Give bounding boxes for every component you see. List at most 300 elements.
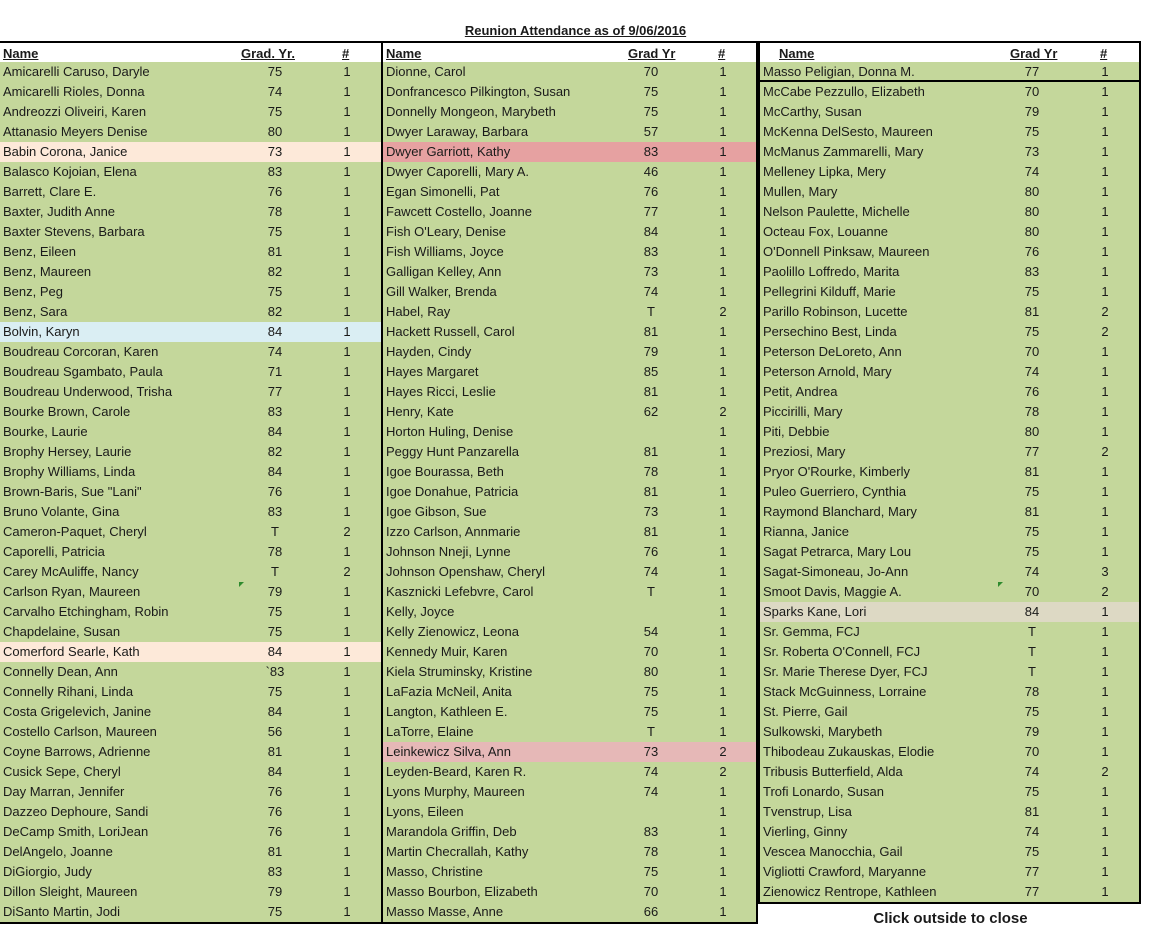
cell-name: Petit, Andrea bbox=[763, 384, 838, 399]
cell-count: 1 bbox=[1101, 824, 1109, 839]
cell-count: 1 bbox=[719, 224, 727, 239]
cell-count: 1 bbox=[1101, 864, 1109, 879]
cell-count: 1 bbox=[1101, 184, 1109, 199]
cell-name: Brown-Baris, Sue "Lani" bbox=[3, 484, 142, 499]
cell-name: Sr. Gemma, FCJ bbox=[763, 624, 860, 639]
cell-name: Sparks Kane, Lori bbox=[763, 604, 867, 619]
cell-count: 1 bbox=[1101, 144, 1109, 159]
cell-grad-year: 74 bbox=[1024, 164, 1040, 179]
cell-grad-year: 75 bbox=[267, 684, 283, 699]
cell-name: LaFazia McNeil, Anita bbox=[386, 684, 512, 699]
cell-grad-year: 57 bbox=[643, 124, 659, 139]
column-1 bbox=[0, 41, 381, 924]
cell-name: Masso Peligian, Donna M. bbox=[763, 64, 915, 79]
header-count: # bbox=[342, 46, 350, 61]
table-row bbox=[383, 302, 756, 322]
cell-count: 1 bbox=[719, 104, 727, 119]
cell-name: Donfrancesco Pilkington, Susan bbox=[386, 84, 571, 99]
table-row bbox=[383, 222, 756, 242]
cell-grad-year: 80 bbox=[1024, 224, 1040, 239]
cell-grad-year: 76 bbox=[643, 544, 659, 559]
cell-grad-year: 83 bbox=[267, 164, 283, 179]
cell-name: Zienowicz Rentrope, Kathleen bbox=[763, 884, 937, 899]
cell-grad-year: 75 bbox=[1024, 844, 1040, 859]
cell-grad-year: 75 bbox=[643, 864, 659, 879]
cell-grad-year: T bbox=[647, 724, 655, 739]
table-row bbox=[760, 862, 1139, 882]
header-count: # bbox=[718, 46, 726, 61]
cell-count: 1 bbox=[343, 584, 351, 599]
cell-grad-year: 80 bbox=[267, 124, 283, 139]
cell-name: Marandola Griffin, Deb bbox=[386, 824, 517, 839]
cell-count: 1 bbox=[719, 604, 727, 619]
cell-count: 1 bbox=[1101, 664, 1109, 679]
table-row bbox=[760, 802, 1139, 822]
cell-name: Carey McAuliffe, Nancy bbox=[3, 564, 139, 579]
cell-count: 1 bbox=[343, 704, 351, 719]
cell-name: Brophy Hersey, Laurie bbox=[3, 444, 132, 459]
cell-count: 1 bbox=[343, 64, 351, 79]
cell-count: 1 bbox=[719, 724, 727, 739]
table-row bbox=[0, 722, 381, 742]
cell-grad-year: 74 bbox=[1024, 564, 1040, 579]
cell-grad-year: 83 bbox=[643, 144, 659, 159]
table-row bbox=[0, 662, 381, 682]
table-row bbox=[383, 542, 756, 562]
table-row bbox=[383, 702, 756, 722]
header-grad-year: Grad. Yr. bbox=[241, 46, 295, 61]
cell-grad-year: 81 bbox=[1024, 804, 1040, 819]
cell-count: 1 bbox=[719, 664, 727, 679]
table-row bbox=[383, 182, 756, 202]
table-row bbox=[0, 82, 381, 102]
cell-name: Dwyer Garriott, Kathy bbox=[386, 144, 511, 159]
table-row bbox=[383, 522, 756, 542]
cell-grad-year: 74 bbox=[267, 344, 283, 359]
cell-name: Vescea Manocchia, Gail bbox=[763, 844, 903, 859]
cell-count: 1 bbox=[719, 204, 727, 219]
table-row bbox=[760, 82, 1139, 102]
table-row bbox=[0, 422, 381, 442]
table-row bbox=[760, 302, 1139, 322]
cell-count: 1 bbox=[343, 244, 351, 259]
cell-count: 1 bbox=[343, 124, 351, 139]
cell-count: 1 bbox=[1101, 484, 1109, 499]
cell-count: 1 bbox=[719, 884, 727, 899]
cell-name: Pryor O'Rourke, Kimberly bbox=[763, 464, 910, 479]
cell-name: Cameron-Paquet, Cheryl bbox=[3, 524, 147, 539]
table-row bbox=[0, 702, 381, 722]
cell-grad-year: 84 bbox=[1024, 604, 1040, 619]
cell-count: 1 bbox=[343, 184, 351, 199]
cell-count: 1 bbox=[1101, 364, 1109, 379]
cell-grad-year: 77 bbox=[1024, 444, 1040, 459]
table-row bbox=[760, 542, 1139, 562]
cell-grad-year: 75 bbox=[1024, 524, 1040, 539]
cell-name: Sagat Petrarca, Mary Lou bbox=[763, 544, 912, 559]
cell-count: 1 bbox=[343, 804, 351, 819]
table-row bbox=[760, 142, 1139, 162]
cell-name: Hayes Margaret bbox=[386, 364, 479, 379]
cell-name: Thibodeau Zukauskas, Elodie bbox=[763, 744, 935, 759]
table-row bbox=[760, 382, 1139, 402]
cell-name: Sr. Marie Therese Dyer, FCJ bbox=[763, 664, 928, 679]
cell-grad-year: 75 bbox=[1024, 704, 1040, 719]
cell-grad-year: 71 bbox=[267, 364, 283, 379]
cell-count: 1 bbox=[719, 464, 727, 479]
sheet-title: Reunion Attendance as of 9/06/2016 bbox=[464, 23, 687, 38]
cell-name: Langton, Kathleen E. bbox=[386, 704, 508, 719]
cell-name: Kelly, Joyce bbox=[386, 604, 455, 619]
cell-count: 2 bbox=[343, 564, 351, 579]
table-row bbox=[0, 362, 381, 382]
cell-count: 1 bbox=[343, 504, 351, 519]
table-row bbox=[760, 502, 1139, 522]
cell-name: Tribusis Butterfield, Alda bbox=[763, 764, 903, 779]
cell-name: Kennedy Muir, Karen bbox=[386, 644, 508, 659]
table-row bbox=[760, 462, 1139, 482]
cell-grad-year: 84 bbox=[267, 704, 283, 719]
table-row bbox=[383, 622, 756, 642]
cell-name: Caporelli, Patricia bbox=[3, 544, 105, 559]
table-row bbox=[760, 662, 1139, 682]
cell-grad-year: 79 bbox=[267, 584, 283, 599]
cell-name: McCabe Pezzullo, Elizabeth bbox=[763, 84, 925, 99]
cell-name: Costello Carlson, Maureen bbox=[3, 724, 157, 739]
cell-name: Parillo Robinson, Lucette bbox=[763, 304, 908, 319]
cell-count: 1 bbox=[1101, 844, 1109, 859]
cell-name: Martin Checrallah, Kathy bbox=[386, 844, 529, 859]
cell-count: 1 bbox=[719, 84, 727, 99]
cell-count: 1 bbox=[343, 104, 351, 119]
table-row bbox=[0, 62, 381, 82]
cell-count: 1 bbox=[1101, 84, 1109, 99]
cell-name: Boudreau Underwood, Trisha bbox=[3, 384, 173, 399]
cell-grad-year: 76 bbox=[1024, 384, 1040, 399]
cell-name: Bolvin, Karyn bbox=[3, 324, 80, 339]
cell-count: 1 bbox=[719, 864, 727, 879]
cell-name: Comerford Searle, Kath bbox=[3, 644, 140, 659]
cell-count: 1 bbox=[719, 384, 727, 399]
cell-name: Henry, Kate bbox=[386, 404, 454, 419]
cell-name: Coyne Barrows, Adrienne bbox=[3, 744, 151, 759]
cell-grad-year: 70 bbox=[1024, 84, 1040, 99]
cell-count: 1 bbox=[719, 484, 727, 499]
cell-grad-year: 81 bbox=[643, 444, 659, 459]
cell-grad-year: 81 bbox=[643, 324, 659, 339]
table-row bbox=[760, 482, 1139, 502]
table-row bbox=[383, 322, 756, 342]
table-row bbox=[383, 242, 756, 262]
cell-name: Bruno Volante, Gina bbox=[3, 504, 120, 519]
cell-count: 1 bbox=[343, 664, 351, 679]
table-row bbox=[760, 722, 1139, 742]
cell-name: Leinkewicz Silva, Ann bbox=[386, 744, 512, 759]
table-row bbox=[760, 342, 1139, 362]
table-row bbox=[0, 562, 381, 582]
header-count: # bbox=[1100, 46, 1108, 61]
cell-grad-year: 76 bbox=[267, 804, 283, 819]
cell-name: Gill Walker, Brenda bbox=[386, 284, 497, 299]
cell-name: Boudreau Corcoran, Karen bbox=[3, 344, 159, 359]
cell-name: LaTorre, Elaine bbox=[386, 724, 474, 739]
cell-grad-year: 73 bbox=[267, 144, 283, 159]
cell-grad-year: 84 bbox=[643, 224, 659, 239]
cell-name: Sr. Roberta O'Connell, FCJ bbox=[763, 644, 921, 659]
table-row bbox=[383, 762, 756, 782]
cell-name: McManus Zammarelli, Mary bbox=[763, 144, 924, 159]
cell-name: Habel, Ray bbox=[386, 304, 451, 319]
cell-count: 1 bbox=[1101, 124, 1109, 139]
cell-grad-year: 54 bbox=[643, 624, 659, 639]
cell-name: Masso Masse, Anne bbox=[386, 904, 504, 919]
cell-name: Sagat-Simoneau, Jo-Ann bbox=[763, 564, 909, 579]
cell-count: 1 bbox=[719, 704, 727, 719]
cell-grad-year: 84 bbox=[267, 424, 283, 439]
cell-grad-year: 80 bbox=[1024, 424, 1040, 439]
cell-name: Igoe Gibson, Sue bbox=[386, 504, 487, 519]
cell-name: Benz, Maureen bbox=[3, 264, 92, 279]
table-row bbox=[0, 802, 381, 822]
cell-name: Babin Corona, Janice bbox=[3, 144, 128, 159]
table-row bbox=[383, 142, 756, 162]
cell-name: Peggy Hunt Panzarella bbox=[386, 444, 519, 459]
cell-name: Bourke Brown, Carole bbox=[3, 404, 131, 419]
table-row bbox=[383, 602, 756, 622]
cell-name: Vigliotti Crawford, Maryanne bbox=[763, 864, 927, 879]
cell-count: 1 bbox=[343, 744, 351, 759]
cell-count: 1 bbox=[719, 804, 727, 819]
table-row bbox=[0, 642, 381, 662]
close-hint[interactable]: Click outside to close bbox=[873, 910, 1028, 927]
cell-grad-year: 70 bbox=[643, 64, 659, 79]
cell-count: 1 bbox=[1101, 344, 1109, 359]
cell-name: Persechino Best, Linda bbox=[763, 324, 897, 339]
cell-name: Kelly Zienowicz, Leona bbox=[386, 624, 519, 639]
cell-grad-year: T bbox=[647, 304, 655, 319]
cell-name: Lyons, Eileen bbox=[386, 804, 464, 819]
cell-grad-year: 75 bbox=[1024, 784, 1040, 799]
cell-grad-year: 75 bbox=[267, 64, 283, 79]
cell-name: Stack McGuinness, Lorraine bbox=[763, 684, 927, 699]
cell-grad-year: 79 bbox=[267, 884, 283, 899]
cell-name: Galligan Kelley, Ann bbox=[386, 264, 502, 279]
cell-name: Dillon Sleight, Maureen bbox=[3, 884, 138, 899]
cell-grad-year: 78 bbox=[267, 204, 283, 219]
cell-grad-year: 80 bbox=[1024, 204, 1040, 219]
table-row bbox=[383, 682, 756, 702]
cell-count: 1 bbox=[719, 524, 727, 539]
cell-count: 3 bbox=[1101, 564, 1109, 579]
table-row bbox=[0, 142, 381, 162]
table-row bbox=[383, 802, 756, 822]
table-row bbox=[760, 682, 1139, 702]
cell-count: 1 bbox=[719, 64, 727, 79]
table-row bbox=[0, 342, 381, 362]
cell-grad-year: 83 bbox=[643, 244, 659, 259]
cell-name: DeCamp Smith, LoriJean bbox=[3, 824, 149, 839]
cell-count: 1 bbox=[343, 684, 351, 699]
cell-name: Fawcett Costello, Joanne bbox=[386, 204, 532, 219]
cell-grad-year: 84 bbox=[267, 464, 283, 479]
cell-count: 1 bbox=[343, 724, 351, 739]
table-row bbox=[0, 622, 381, 642]
cell-name: Lyons Murphy, Maureen bbox=[386, 784, 525, 799]
cell-grad-year: 74 bbox=[643, 764, 659, 779]
cell-grad-year: T bbox=[1028, 644, 1036, 659]
cell-count: 1 bbox=[719, 564, 727, 579]
cell-count: 2 bbox=[719, 744, 727, 759]
table-row bbox=[383, 742, 756, 762]
cell-count: 1 bbox=[1101, 684, 1109, 699]
cell-count: 1 bbox=[719, 844, 727, 859]
table-row bbox=[760, 882, 1139, 902]
cell-count: 1 bbox=[1101, 524, 1109, 539]
table-row bbox=[383, 782, 756, 802]
cell-grad-year: 76 bbox=[643, 184, 659, 199]
cell-grad-year: 56 bbox=[267, 724, 283, 739]
cell-count: 1 bbox=[1101, 704, 1109, 719]
cell-name: Benz, Sara bbox=[3, 304, 68, 319]
table-row bbox=[0, 782, 381, 802]
cell-count: 1 bbox=[343, 304, 351, 319]
cell-grad-year: 80 bbox=[1024, 184, 1040, 199]
cell-grad-year: 70 bbox=[1024, 584, 1040, 599]
cell-grad-year: 77 bbox=[643, 204, 659, 219]
cell-name: Barrett, Clare E. bbox=[3, 184, 97, 199]
cell-count: 1 bbox=[343, 884, 351, 899]
cell-count: 1 bbox=[343, 144, 351, 159]
cell-grad-year: 73 bbox=[643, 504, 659, 519]
header-grad-year: Grad Yr bbox=[628, 46, 676, 61]
table-row bbox=[383, 662, 756, 682]
table-row bbox=[383, 582, 756, 602]
cell-grad-year: 73 bbox=[643, 264, 659, 279]
cell-count: 1 bbox=[343, 644, 351, 659]
cell-grad-year: 75 bbox=[1024, 544, 1040, 559]
cell-grad-year: 78 bbox=[1024, 684, 1040, 699]
cell-name: Egan Simonelli, Pat bbox=[386, 184, 500, 199]
cell-name: DiSanto Martin, Jodi bbox=[3, 904, 121, 919]
cell-count: 1 bbox=[343, 864, 351, 879]
table-row bbox=[760, 742, 1139, 762]
cell-count: 1 bbox=[719, 444, 727, 459]
cell-name: Dionne, Carol bbox=[386, 64, 466, 79]
table-row bbox=[760, 182, 1139, 202]
cell-grad-year: 76 bbox=[267, 824, 283, 839]
cell-count: 1 bbox=[343, 364, 351, 379]
cell-grad-year: 74 bbox=[643, 564, 659, 579]
cell-name: Piccirilli, Mary bbox=[763, 404, 843, 419]
cell-count: 1 bbox=[1101, 64, 1109, 79]
cell-grad-year: 75 bbox=[267, 104, 283, 119]
cell-grad-year: 46 bbox=[643, 164, 659, 179]
cell-name: Dwyer Caporelli, Mary A. bbox=[386, 164, 530, 179]
cell-count: 1 bbox=[343, 424, 351, 439]
table-row bbox=[383, 162, 756, 182]
cell-grad-year: 84 bbox=[267, 324, 283, 339]
cell-count: 1 bbox=[1101, 284, 1109, 299]
cell-name: McCarthy, Susan bbox=[763, 104, 862, 119]
table-row bbox=[760, 242, 1139, 262]
cell-count: 1 bbox=[343, 464, 351, 479]
cell-name: DiGiorgio, Judy bbox=[3, 864, 92, 879]
table-row bbox=[383, 342, 756, 362]
cell-grad-year: 81 bbox=[1024, 304, 1040, 319]
cell-name: Horton Huling, Denise bbox=[386, 424, 514, 439]
cell-count: 1 bbox=[343, 784, 351, 799]
cell-grad-year: 75 bbox=[267, 624, 283, 639]
cell-grad-year: 82 bbox=[267, 444, 283, 459]
cell-name: Baxter, Judith Anne bbox=[3, 204, 116, 219]
table-row bbox=[383, 502, 756, 522]
cell-name: Costa Grigelevich, Janine bbox=[3, 704, 152, 719]
table-row bbox=[383, 362, 756, 382]
cell-name: Kiela Struminsky, Kristine bbox=[386, 664, 533, 679]
cell-grad-year: 81 bbox=[643, 384, 659, 399]
table-row bbox=[0, 262, 381, 282]
table-row bbox=[760, 322, 1139, 342]
cell-count: 1 bbox=[719, 344, 727, 359]
cell-count: 2 bbox=[719, 764, 727, 779]
cell-name: Puleo Guerriero, Cynthia bbox=[763, 484, 907, 499]
cell-count: 2 bbox=[1101, 764, 1109, 779]
cell-grad-year: 74 bbox=[1024, 764, 1040, 779]
cell-grad-year: T bbox=[271, 524, 279, 539]
cell-count: 1 bbox=[1101, 644, 1109, 659]
table-row bbox=[760, 62, 1139, 82]
table-row bbox=[383, 62, 756, 82]
table-row bbox=[383, 282, 756, 302]
table-row bbox=[0, 182, 381, 202]
cell-grad-year: 75 bbox=[267, 604, 283, 619]
table-row bbox=[383, 102, 756, 122]
cell-count: 1 bbox=[343, 404, 351, 419]
cell-count: 1 bbox=[343, 444, 351, 459]
table-row bbox=[760, 282, 1139, 302]
cell-grad-year: 81 bbox=[643, 484, 659, 499]
cell-name: Leyden-Beard, Karen R. bbox=[386, 764, 527, 779]
cell-name: Trofi Lonardo, Susan bbox=[763, 784, 884, 799]
cell-grad-year: T bbox=[1028, 624, 1036, 639]
table-row bbox=[760, 622, 1139, 642]
header-name: Name bbox=[779, 46, 815, 61]
cell-count: 1 bbox=[1101, 404, 1109, 419]
cell-grad-year: 70 bbox=[643, 884, 659, 899]
header-row bbox=[0, 43, 381, 62]
table-row bbox=[760, 122, 1139, 142]
cell-count: 1 bbox=[1101, 244, 1109, 259]
cell-grad-year: 75 bbox=[643, 104, 659, 119]
cell-count: 1 bbox=[343, 824, 351, 839]
cell-name: Smoot Davis, Maggie A. bbox=[763, 584, 902, 599]
cell-grad-year: 80 bbox=[643, 664, 659, 679]
cell-grad-year: 83 bbox=[267, 864, 283, 879]
cell-grad-year: 74 bbox=[1024, 364, 1040, 379]
table-row bbox=[760, 642, 1139, 662]
cell-count: 1 bbox=[343, 844, 351, 859]
cell-count: 1 bbox=[719, 824, 727, 839]
table-row bbox=[760, 522, 1139, 542]
cell-name: Kasznicki Lefebvre, Carol bbox=[386, 584, 534, 599]
cell-count: 1 bbox=[1101, 604, 1109, 619]
table-row bbox=[0, 842, 381, 862]
cell-name: Octeau Fox, Louanne bbox=[763, 224, 889, 239]
cell-count: 1 bbox=[719, 684, 727, 699]
cell-count: 1 bbox=[343, 484, 351, 499]
cell-count: 1 bbox=[719, 424, 727, 439]
comment-marker-icon bbox=[998, 582, 1003, 587]
